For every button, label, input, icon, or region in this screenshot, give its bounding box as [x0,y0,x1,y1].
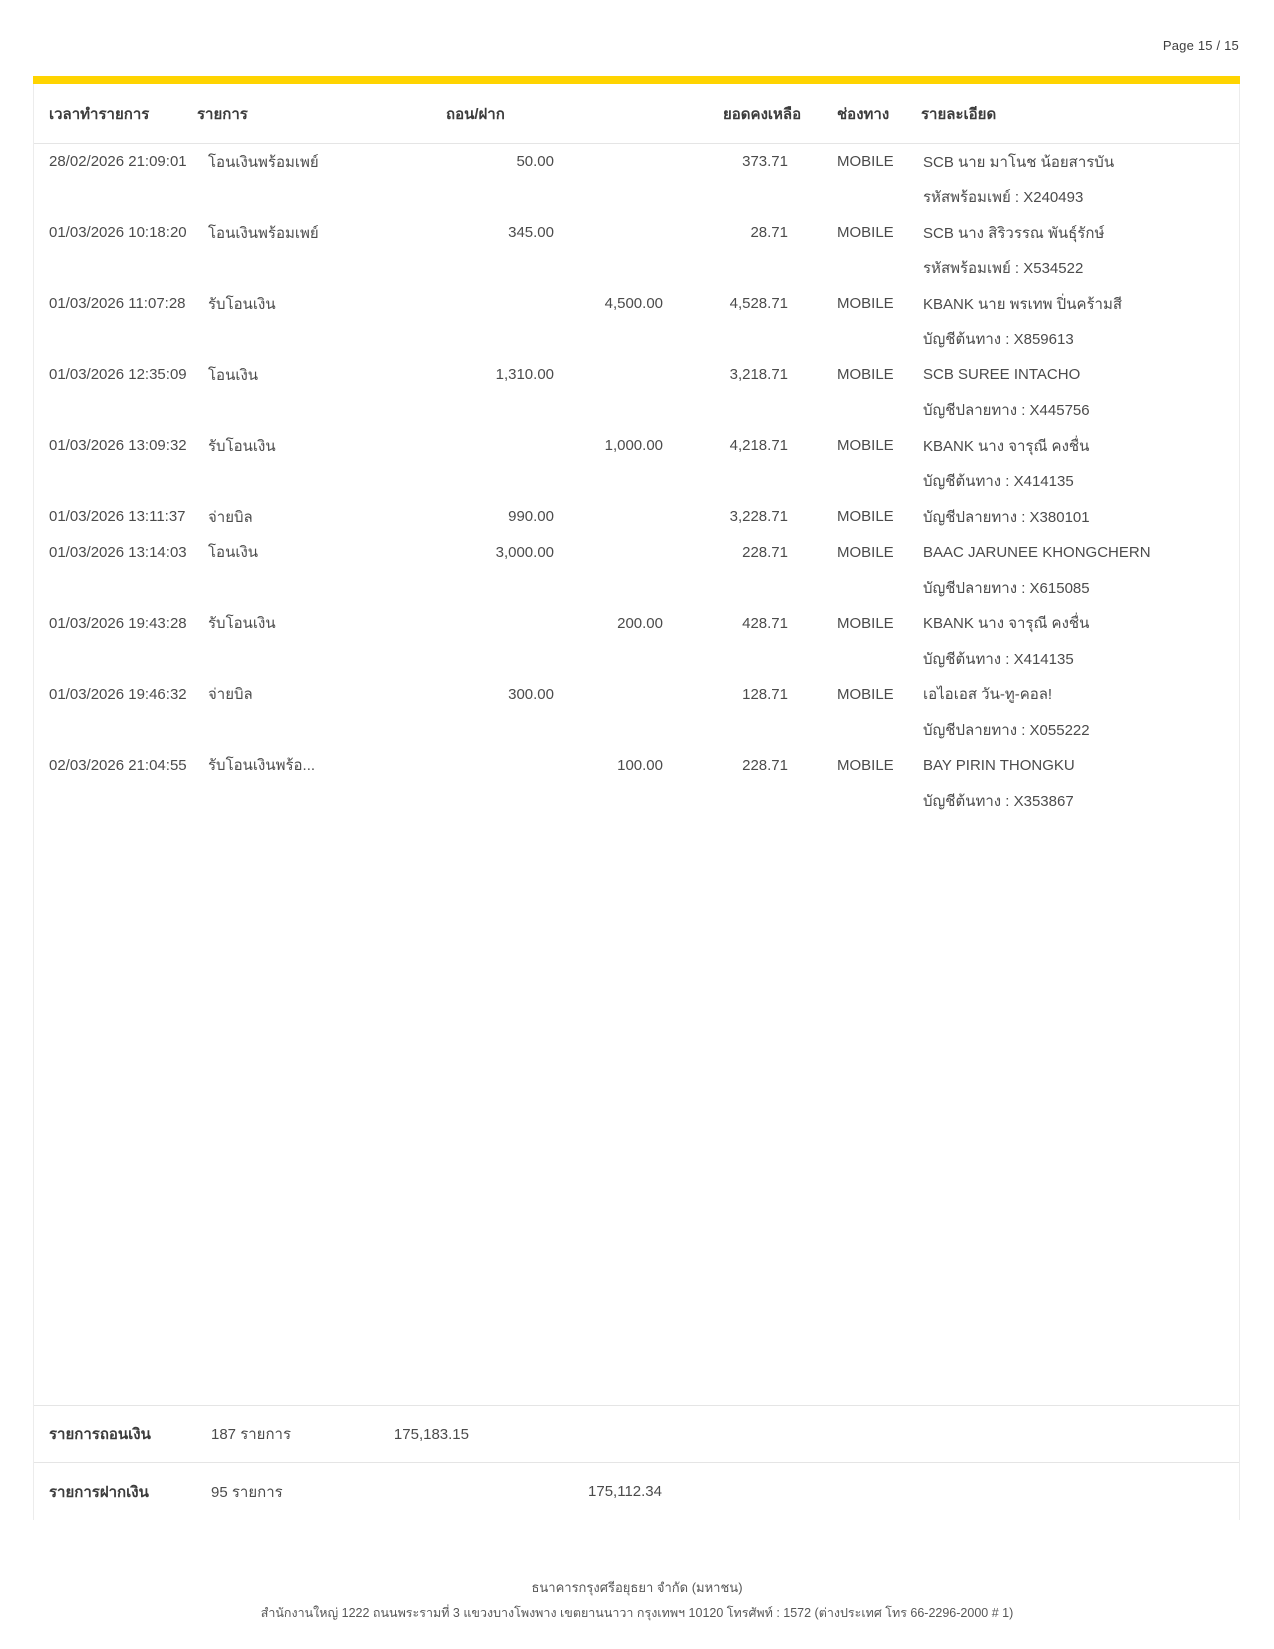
summary-deposits-total: 175,112.34 [588,1483,662,1500]
cell-channel: MOBILE [837,366,894,384]
summary-deposits-row [34,1462,1239,1520]
cell-withdraw: 50.00 [516,153,554,171]
cell-time: 02/03/2026 21:04:55 [49,756,187,774]
table-row-line [34,464,1239,500]
cell-balance: 428.71 [742,614,788,632]
footer-bank-address: สำนักงานใหญ่ 1222 ถนนพระรามที่ 3 แขวงบางโพงพาง เขตยานนาวา กรุงเทพฯ 10120 โทรศัพท์ : 1572 (ต่างประเทศ โทร 66-2296-2000 # 1) [260,1606,1014,1620]
cell-channel: MOBILE [837,508,894,526]
cell-transaction: รับโอนเงิน [208,437,276,455]
table-row-line [34,783,1239,819]
cell-balance: 373.71 [742,153,788,171]
cell-details: BAY PIRIN THONGKU [923,756,1075,774]
table-row-line [34,428,1239,464]
table-row-line [34,180,1239,216]
header-time: เวลาทำรายการ [49,105,150,123]
cell-channel: MOBILE [837,295,894,313]
cell-deposit: 100.00 [617,756,663,774]
cell-withdraw: 990.00 [508,508,554,526]
cell-transaction: โอนเงินพร้อมเพย์ [208,224,319,242]
summary-withdrawals-row [34,1405,1239,1462]
cell-balance: 128.71 [742,685,788,703]
cell-transaction: โอนเงิน [208,544,259,562]
cell-details: เอไอเอส วัน-ทู-คอล! [923,686,1053,704]
cell-time: 01/03/2026 19:46:32 [49,685,187,703]
cell-transaction: รับโอนเงินพร้อ... [208,757,316,775]
cell-details: BAAC JARUNEE KHONGCHERN [923,543,1151,561]
cell-time: 01/03/2026 12:35:09 [49,366,187,384]
cell-balance: 3,228.71 [729,508,788,526]
cell-channel: MOBILE [837,224,894,242]
cell-details: SCB นาง สิริวรรณ พันธุ์รักษ์ [923,224,1105,242]
table-header-row [34,84,1239,144]
summary-withdrawals-total: 175,183.15 [393,1425,469,1443]
cell-details: รหัสพร้อมเพย์ : X240493 [923,189,1084,207]
cell-transaction: โอนเงิน [208,366,259,384]
footer-bank-name: ธนาคารกรุงศรีอยุธยา จำกัด (มหาชน) [531,1580,743,1595]
cell-withdraw: 3,000.00 [495,543,554,561]
header-balance: ยอดคงเหลือ [723,105,802,123]
table-row-line [34,712,1239,748]
table-row-line [34,641,1239,677]
cell-time: 28/02/2026 21:09:01 [49,153,187,171]
cell-withdraw: 300.00 [508,685,554,703]
table-row-line [34,251,1239,287]
cell-details: KBANK นาย พรเทพ ปิ่นคร้ามสี [923,295,1122,313]
cell-details: บัญชีปลายทาง : X380101 [923,508,1090,526]
cell-transaction: โอนเงินพร้อมเพย์ [208,153,319,171]
cell-details: รหัสพร้อมเพย์ : X534522 [923,260,1084,278]
cell-balance: 228.71 [742,756,788,774]
cell-details: บัญชีต้นทาง : X859613 [923,331,1074,349]
table-row-line [34,748,1239,784]
header-channel: ช่องทาง [837,105,890,123]
header-details: รายละเอียด [921,105,997,123]
transaction-rows [34,144,1239,819]
cell-details: บัญชีปลายทาง : X055222 [923,721,1090,739]
cell-time: 01/03/2026 13:09:32 [49,437,187,455]
cell-details: บัญชีต้นทาง : X414135 [923,650,1074,668]
table-row-line [34,322,1239,358]
summary-withdrawals-label: รายการถอนเงิน [49,1426,151,1443]
cell-deposit: 1,000.00 [604,437,663,455]
cell-balance: 3,218.71 [729,366,788,384]
cell-withdraw: 1,310.00 [495,366,554,384]
summary-withdrawals-count: 187 รายการ [211,1426,292,1443]
statement-table [33,76,1240,1520]
table-row-line [34,570,1239,606]
cell-balance: 28.71 [750,224,788,242]
cell-details: บัญชีปลายทาง : X615085 [923,579,1090,597]
table-empty-space [34,819,1239,1406]
table-row-line [34,357,1239,393]
cell-details: บัญชีต้นทาง : X353867 [923,792,1074,810]
cell-transaction: รับโอนเงิน [208,615,276,633]
cell-deposit: 200.00 [617,614,663,632]
table-row-line [34,215,1239,251]
cell-channel: MOBILE [837,437,894,455]
cell-time: 01/03/2026 19:43:28 [49,614,187,632]
cell-balance: 4,218.71 [729,437,788,455]
cell-details: SCB นาย มาโนช น้อยสารบัน [923,153,1115,171]
table-row-line [34,393,1239,429]
accent-bar [33,76,1240,84]
cell-time: 01/03/2026 10:18:20 [49,224,187,242]
table-row-line [34,144,1239,180]
cell-transaction: จ่ายบิล [208,508,253,526]
cell-deposit: 4,500.00 [604,295,663,313]
summary-deposits-label: รายการฝากเงิน [49,1483,149,1501]
summary-deposits-count: 95 รายการ [211,1483,283,1501]
cell-transaction: รับโอนเงิน [208,295,276,313]
table-row-line [34,535,1239,571]
header-withdraw-deposit: ถอน/ฝาก [446,105,505,123]
table-row-line [34,677,1239,713]
cell-details: บัญชีปลายทาง : X445756 [923,402,1090,420]
cell-channel: MOBILE [837,685,894,703]
cell-details: บัญชีต้นทาง : X414135 [923,473,1074,491]
cell-time: 01/03/2026 13:14:03 [49,543,187,561]
cell-withdraw: 345.00 [508,224,554,242]
cell-channel: MOBILE [837,756,894,774]
cell-channel: MOBILE [837,614,894,632]
cell-details: SCB SUREE INTACHO [923,366,1081,384]
cell-transaction: จ่ายบิล [208,686,253,704]
table-row-line [34,286,1239,322]
cell-balance: 4,528.71 [729,295,788,313]
page-number: Page 15 / 15 [1162,38,1239,53]
cell-time: 01/03/2026 13:11:37 [49,508,186,526]
header-transaction: รายการ [197,105,248,123]
table-row-line [34,606,1239,642]
cell-channel: MOBILE [837,153,894,171]
cell-details: KBANK นาง จารุณี คงชื่น [923,615,1090,633]
cell-balance: 228.71 [742,543,788,561]
table-row-line [34,499,1239,535]
cell-channel: MOBILE [837,543,894,561]
cell-details: KBANK นาง จารุณี คงชื่น [923,437,1090,455]
cell-time: 01/03/2026 11:07:28 [49,295,186,313]
